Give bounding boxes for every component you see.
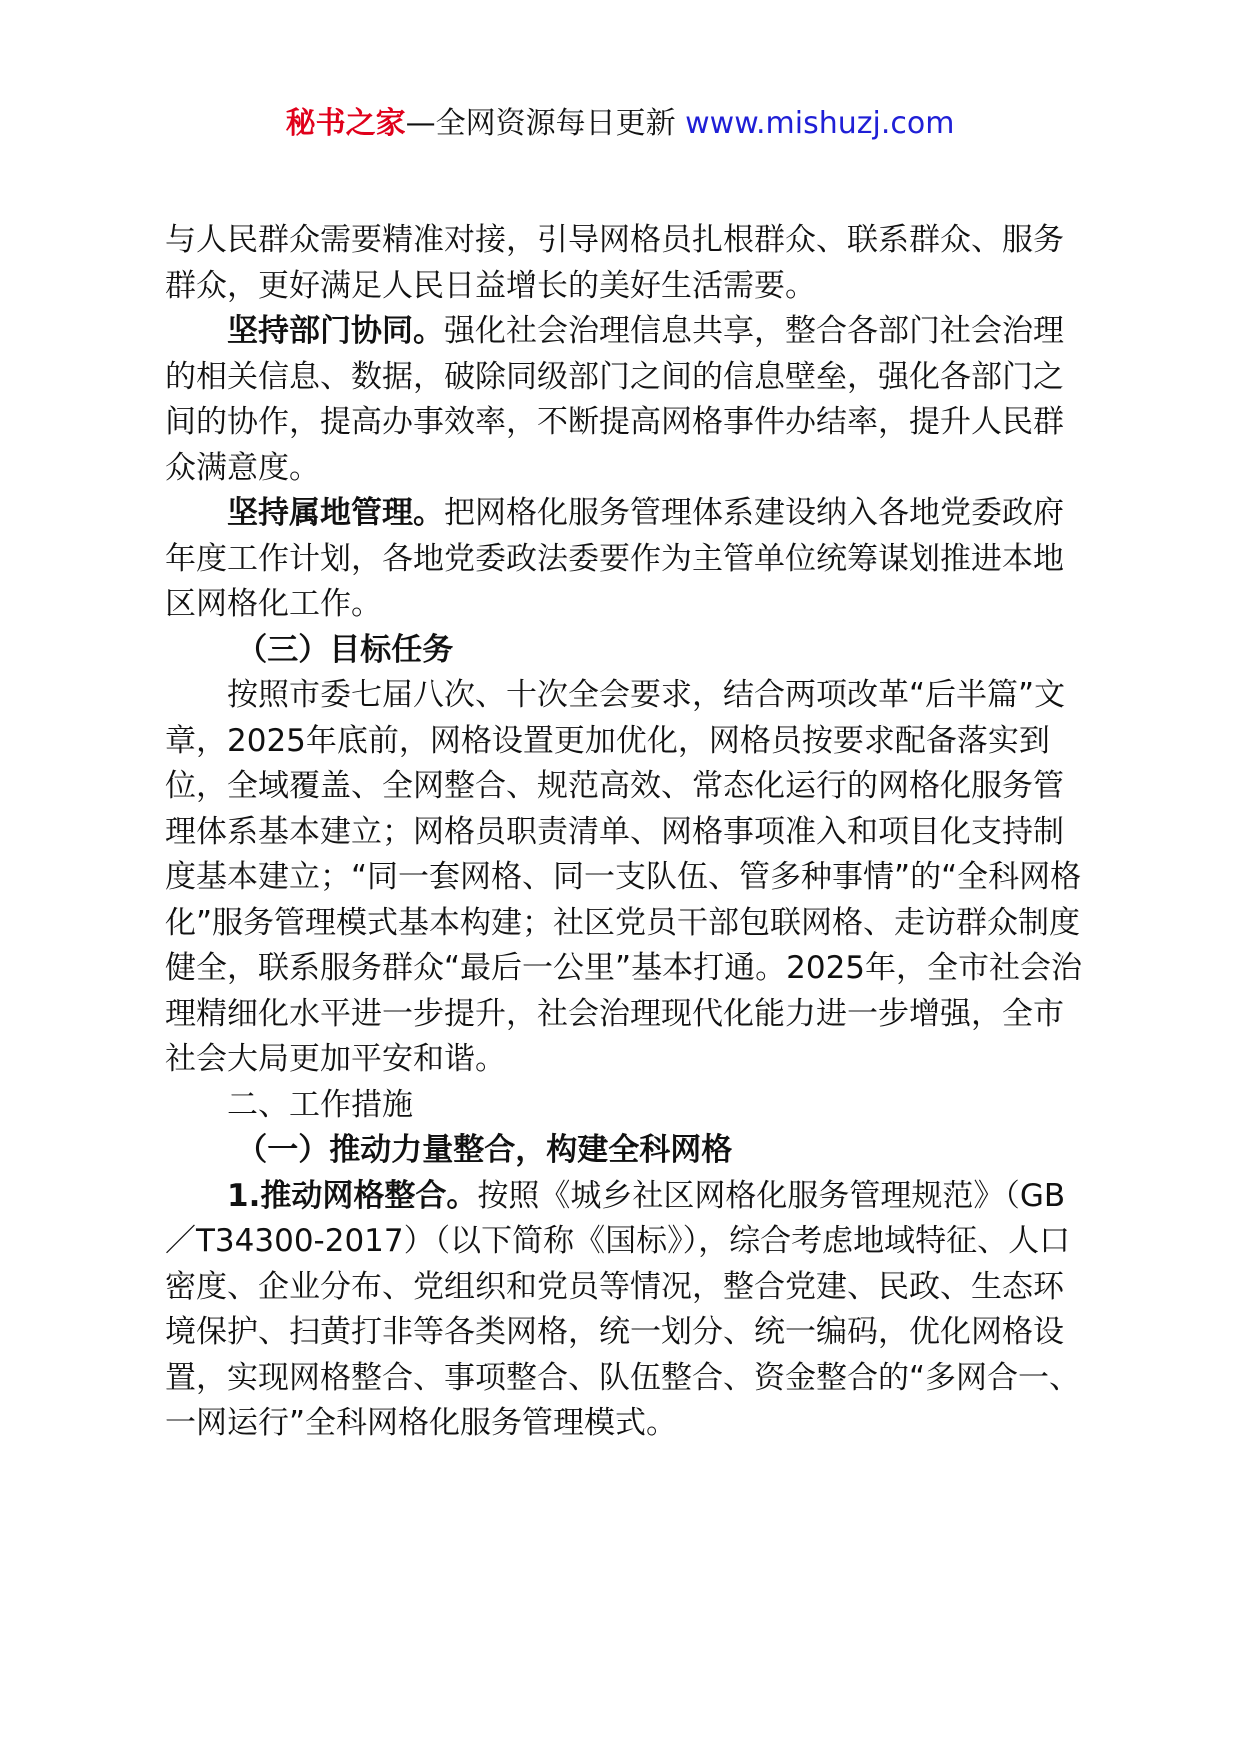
paragraph-lead: 坚持部门协同。 xyxy=(227,313,444,349)
heading-work-measures: 二、工作措施 xyxy=(227,1086,413,1123)
paragraph-text: 按照《城乡社区网格化服务管理规范》（GB／T34300-2017）（以下简称《国标》），综合考虑地域特征、人口密度、企业分布、党组织和党员等情况，整合党建、民政、生态环境保护、扫黄打非等各类网格，统一划分、统一编码，优化网格设置，实现网格整合、事项整合、队伍整合、资金整合的“多网合一、一网运行”全科网格化服务管理模式。 xyxy=(165,1177,1081,1441)
header-url-link[interactable]: www.mishuzj.com xyxy=(685,106,955,141)
paragraph-text: 强化社会治理信息共享，整合各部门社会治理的相关信息、数据，破除同级部门之间的信息壁垒，强化各部门之间的协作，提高办事效率，不断提高网格事件办结率，提升人民群众满意度。 xyxy=(165,313,1064,486)
document-body xyxy=(165,218,1083,1447)
paragraph-text: 把网格化服务管理体系建设纳入各地党委政府年度工作计划，各地党委政法委要作为主管单位统筹谋划推进本地区网格化工作。 xyxy=(165,495,1064,622)
header-tagline: —全网资源每日更新 xyxy=(405,106,676,141)
page-header xyxy=(0,100,1240,148)
heading-force-integration: （一）推动力量整合，构建全科网格 xyxy=(236,1132,733,1168)
paragraph-lead: 1.推动网格整合。 xyxy=(227,1177,478,1214)
header-brand: 秘书之家 xyxy=(285,106,406,141)
paragraph-territorial-management xyxy=(165,491,1083,628)
paragraph-target-tasks: 按照市委七届八次、十次全会要求，结合两项改革“后半篇”文章，2025年底前，网格设置更加优化，网格员按要求配备落实到位，全域覆盖、全网整合、规范高效、常态化运行的网格化服务管理体系基本建立；网格员职责清单、网格事项准入和项目化支持制度基本建立；“同一套网格、同一支队伍、管多种事情”的“全科网格化”服务管理模式基本构建；社区党员干部包联网格、走访群众制度健全，联系服务群众“最后一公里”基本打通。2025年，全市社会治理精细化水平进一步提升，社会治理现代化能力进一步增强，全市社会大局更加平安和谐。 xyxy=(165,677,1083,1077)
paragraph-lead: 坚持属地管理。 xyxy=(227,495,444,531)
paragraph-continuation: 与人民群众需要精准对接，引导网格员扎根群众、联系群众、服务群众，更好满足人民日益增长的美好生活需要。 xyxy=(165,222,1064,304)
paragraph-department-coordination xyxy=(165,309,1083,491)
heading-target-tasks: （三）目标任务 xyxy=(236,631,454,668)
paragraph-grid-integration xyxy=(165,1174,1083,1447)
